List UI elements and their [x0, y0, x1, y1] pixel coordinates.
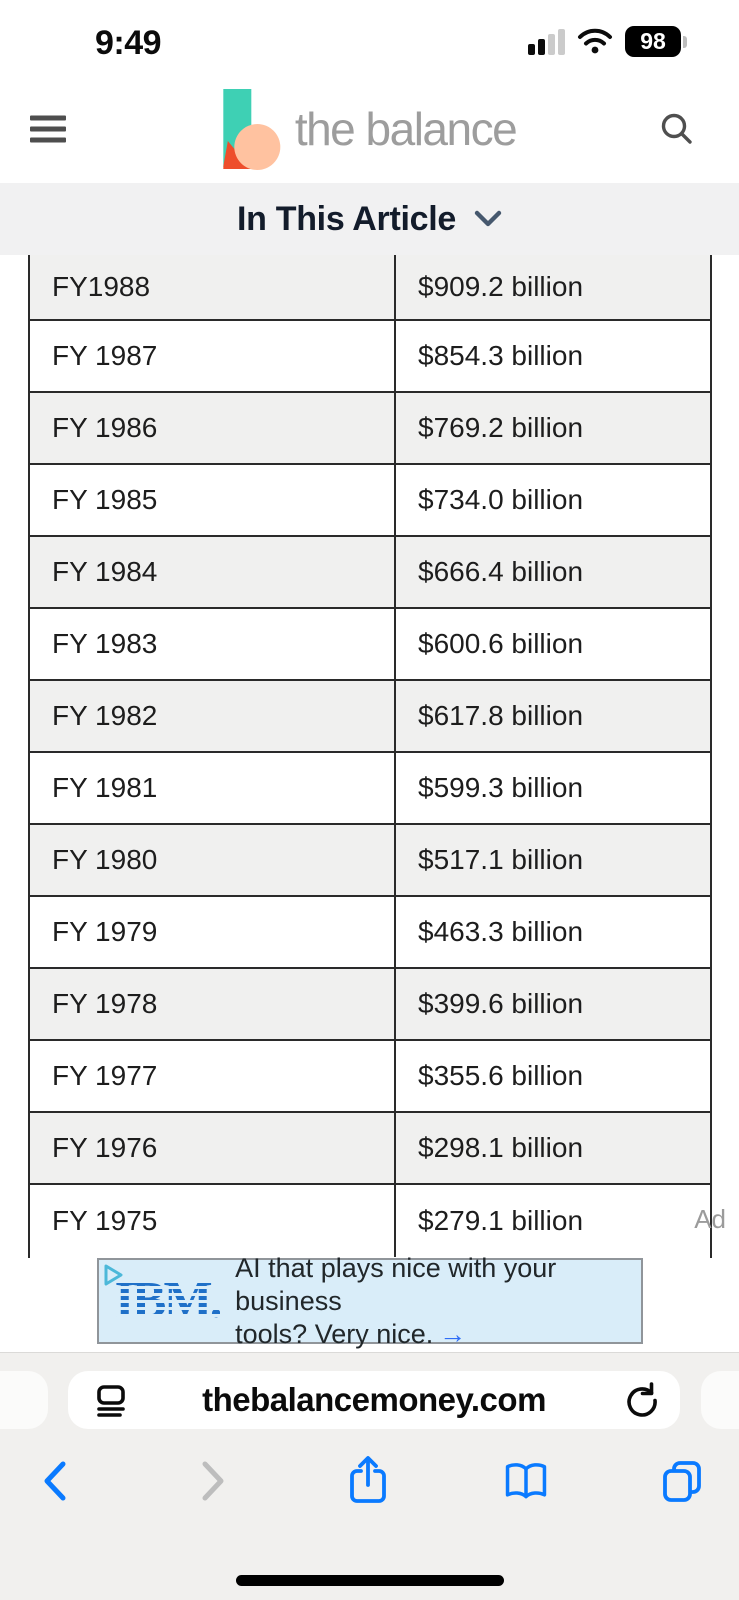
fiscal-year-cell: FY 1987	[30, 321, 396, 391]
forward-button[interactable]	[190, 1453, 238, 1509]
ad-copy	[235, 1252, 641, 1351]
tabs-button[interactable]	[658, 1453, 706, 1509]
next-tab-edge[interactable]	[701, 1371, 739, 1429]
fiscal-year-cell: FY 1979	[30, 897, 396, 967]
home-indicator[interactable]	[236, 1575, 504, 1586]
amount-cell: $734.0 billion	[418, 484, 584, 515]
table-row	[30, 393, 710, 465]
table-row	[30, 1041, 710, 1113]
site-logo[interactable]	[223, 89, 516, 169]
table-row	[30, 255, 710, 321]
forward-chevron-icon	[199, 1458, 229, 1504]
wifi-icon	[577, 28, 613, 55]
table-row	[30, 609, 710, 681]
brand-name: the balance	[294, 103, 517, 155]
book-icon	[502, 1458, 550, 1504]
fiscal-year-cell: FY 1984	[30, 537, 396, 607]
fiscal-year-cell: FY 1985	[30, 465, 396, 535]
fiscal-year-cell: FY 1986	[30, 393, 396, 463]
reload-icon	[622, 1380, 662, 1420]
table-row	[30, 465, 710, 537]
battery-icon	[625, 26, 687, 57]
site-header	[0, 75, 739, 183]
search-icon	[657, 109, 697, 149]
table-row	[30, 753, 710, 825]
chevron-down-icon	[474, 208, 502, 230]
table-row	[30, 969, 710, 1041]
status-icons	[528, 26, 687, 57]
fiscal-year-cell: FY 1983	[30, 609, 396, 679]
table-row	[30, 897, 710, 969]
amount-cell: $666.4 billion	[418, 556, 584, 587]
fiscal-year-cell: FY1988	[30, 255, 396, 319]
amount-cell: $854.3 billion	[418, 340, 584, 371]
table-row	[30, 681, 710, 753]
table-row	[30, 825, 710, 897]
amount-cell: $463.3 billion	[418, 916, 584, 947]
amount-cell: $355.6 billion	[418, 1060, 584, 1091]
fiscal-year-cell: FY 1981	[30, 753, 396, 823]
back-button[interactable]	[30, 1453, 78, 1509]
cellular-signal-icon	[528, 29, 565, 55]
ad-marker-label: Ad	[694, 1204, 726, 1234]
ad-line1: AI that plays nice with your business	[235, 1252, 557, 1316]
table-row	[30, 537, 710, 609]
amount-cell: $517.1 billion	[418, 844, 584, 875]
url-text: thebalancemoney.com	[202, 1381, 546, 1418]
table-row	[30, 1113, 710, 1185]
amount-cell: $599.3 billion	[418, 772, 584, 803]
fiscal-year-cell: FY 1980	[30, 825, 396, 895]
amount-cell: $769.2 billion	[418, 412, 584, 443]
fiscal-year-cell: FY 1977	[30, 1041, 396, 1111]
amount-cell: $600.6 billion	[418, 628, 584, 659]
share-icon	[345, 1453, 391, 1509]
share-button[interactable]	[344, 1453, 392, 1509]
previous-tab-edge[interactable]	[0, 1371, 48, 1429]
back-chevron-icon	[39, 1458, 69, 1504]
bookmarks-button[interactable]	[502, 1453, 550, 1509]
amount-cell: $399.6 billion	[418, 988, 584, 1019]
fiscal-year-cell: FY 1976	[30, 1113, 396, 1183]
in-this-article-label: In This Article	[236, 199, 457, 238]
ad-line2: tools? Very nice.	[235, 1318, 434, 1349]
balance-logo-icon	[223, 89, 281, 169]
search-button[interactable]	[657, 109, 697, 149]
in-this-article-dropdown[interactable]	[0, 183, 739, 255]
browser-chrome	[0, 1352, 739, 1600]
adchoices-icon[interactable]	[101, 1262, 127, 1288]
ibm-logo: IBM.	[114, 1272, 220, 1329]
battery-percent: 98	[625, 26, 681, 57]
fy-table	[28, 255, 712, 1258]
amount-cell: $298.1 billion	[418, 1132, 584, 1163]
fiscal-year-cell: FY 1982	[30, 681, 396, 751]
menu-button[interactable]	[30, 110, 66, 149]
fiscal-year-cell: FY 1975	[30, 1185, 396, 1257]
tabs-icon	[659, 1458, 705, 1504]
ad-arrow[interactable]: →	[439, 1318, 467, 1349]
amount-cell: $617.8 billion	[418, 700, 584, 731]
ibm-ad-banner[interactable]	[97, 1252, 643, 1349]
table-row	[30, 321, 710, 393]
page-settings-button[interactable]	[90, 1379, 132, 1421]
reader-icon	[90, 1379, 132, 1421]
table-row	[30, 1185, 710, 1257]
reload-button[interactable]	[622, 1380, 662, 1420]
amount-cell: $279.1 billion	[418, 1205, 584, 1236]
status-time: 9:49	[95, 24, 162, 62]
address-bar[interactable]	[68, 1371, 680, 1429]
fiscal-year-cell: FY 1978	[30, 969, 396, 1039]
amount-cell: $909.2 billion	[418, 271, 584, 302]
status-bar	[0, 0, 739, 75]
